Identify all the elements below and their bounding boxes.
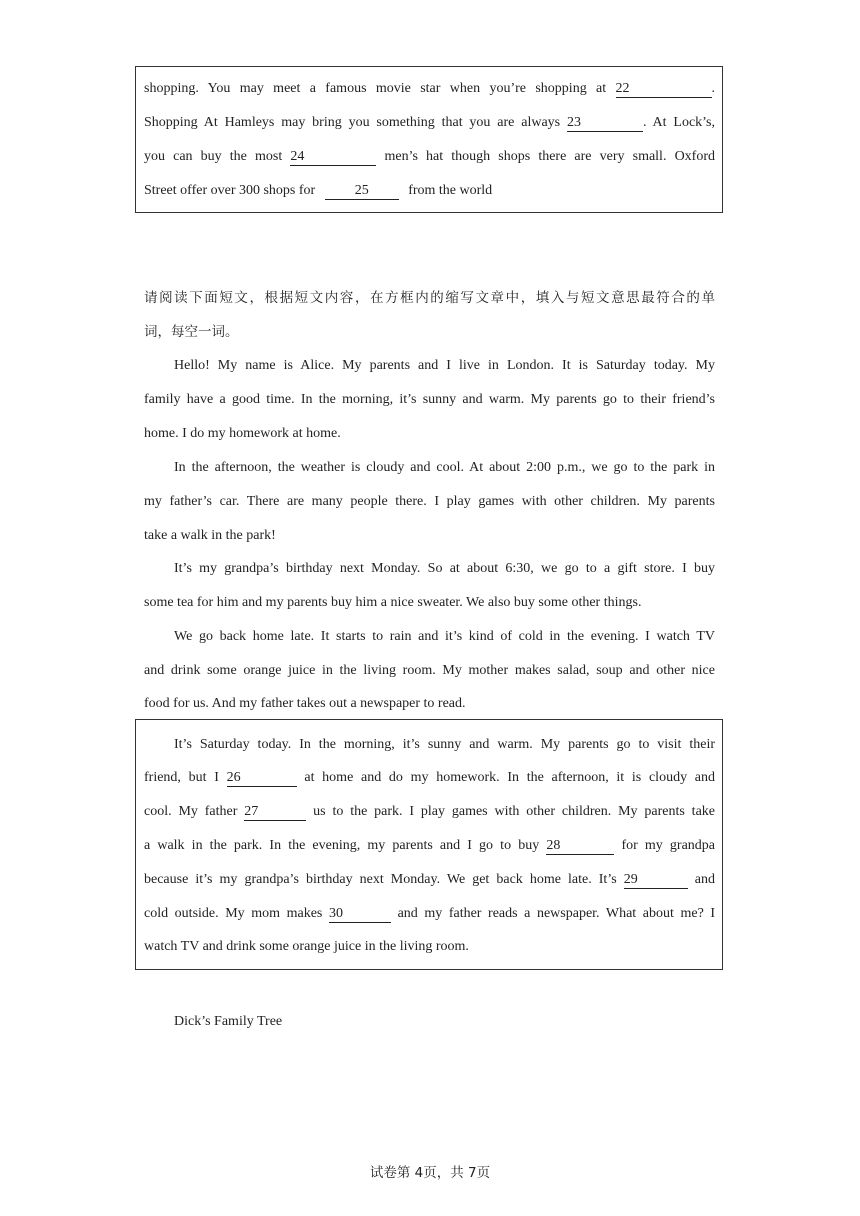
text: because it’s my grandpa’s birthday next Monday. We get back home late. It’s <box>144 872 617 887</box>
page-footer: 试卷第 4页，共 7页 <box>369 1165 491 1181</box>
blank-26: 26 <box>227 770 297 787</box>
blank-23: 23 <box>567 115 643 132</box>
passage-line: and drink some orange juice in the living room. My mother makes salad, soup and other nice <box>144 663 715 678</box>
blank-27: 27 <box>244 804 306 821</box>
text: . At Lock’s, <box>642 115 715 130</box>
text: cold outside. My mom makes <box>144 906 323 921</box>
text: for my grandpa <box>621 838 716 853</box>
box1-line <box>144 79 715 99</box>
passage-line: We go back home late. It starts to rain and it’s kind of cold in the evening. I watch TV <box>174 629 715 644</box>
text: shopping. You may meet a famous movie star when you’re shopping at <box>144 81 607 96</box>
passage-line: family have a good time. In the morning, it’s sunny and warm. My parents go to their friend’s <box>144 392 715 407</box>
passage-line: take a walk in the park! <box>144 528 276 543</box>
text: and <box>694 872 716 887</box>
box1-line <box>144 181 715 201</box>
text: you can buy the most <box>144 149 283 164</box>
passage-line: food for us. And my father takes out a newspaper to read. <box>144 696 466 711</box>
text: . <box>711 81 716 96</box>
blank-24: 24 <box>290 149 376 166</box>
passage-line: In the afternoon, the weather is cloudy and cool. At about 2:00 p.m., we go to the park in <box>174 460 715 475</box>
box2-line <box>144 768 715 788</box>
box2-line <box>144 870 715 890</box>
text: us to the park. I play games with other children. My parents take <box>313 804 715 819</box>
instruction-line-2: 词，每空一词。 <box>144 324 239 340</box>
text: at home and do my homework. In the afternoon, it is cloudy and <box>304 770 716 785</box>
passage-line: my father’s car. There are many people there. I play games with other children. My parents <box>144 494 715 509</box>
blank-25: 25 <box>325 183 399 200</box>
box2-line <box>144 802 715 822</box>
passage-line: It’s my grandpa’s birthday next Monday. So at about 6:30, we go to a gift store. I buy <box>174 561 715 576</box>
text: men’s hat though shops there are very small. Oxford <box>384 149 716 164</box>
text: Shopping At Hamleys may bring you something that you are always <box>144 115 561 130</box>
blank-28: 28 <box>546 838 614 855</box>
instruction-line-1: 请阅读下面短文，根据短文内容，在方框内的缩写文章中，填入与短文意思最符合的单 <box>144 290 715 306</box>
section-title: Dick’s Family Tree <box>174 1014 283 1029</box>
text: and my father reads a newspaper. What about me? I <box>397 906 716 921</box>
passage-line: Hello! My name is Alice. My parents and I live in London. It is Saturday today. My <box>174 358 715 373</box>
box1-line <box>144 113 715 133</box>
box2-line <box>144 836 715 856</box>
blank-29: 29 <box>624 872 688 889</box>
blank-30: 30 <box>329 906 391 923</box>
box1-line <box>144 147 715 167</box>
text: cool. My father <box>144 804 238 819</box>
passage-line: home. I do my homework at home. <box>144 426 341 441</box>
text: Street offer over 300 shops for <box>144 183 316 198</box>
box2-line: watch TV and drink some orange juice in the living room. <box>144 939 469 954</box>
text: from the world <box>408 183 493 198</box>
text: a walk in the park. In the evening, my parents and I go to buy <box>144 838 540 853</box>
blank-22: 22 <box>616 81 712 98</box>
text: friend, but I <box>144 770 219 785</box>
passage-line: some tea for him and my parents buy him a nice sweater. We also buy some other things. <box>144 595 642 610</box>
box2-line: It’s Saturday today. In the morning, it’s sunny and warm. My parents go to visit their <box>174 737 715 752</box>
box2-line <box>144 904 715 924</box>
